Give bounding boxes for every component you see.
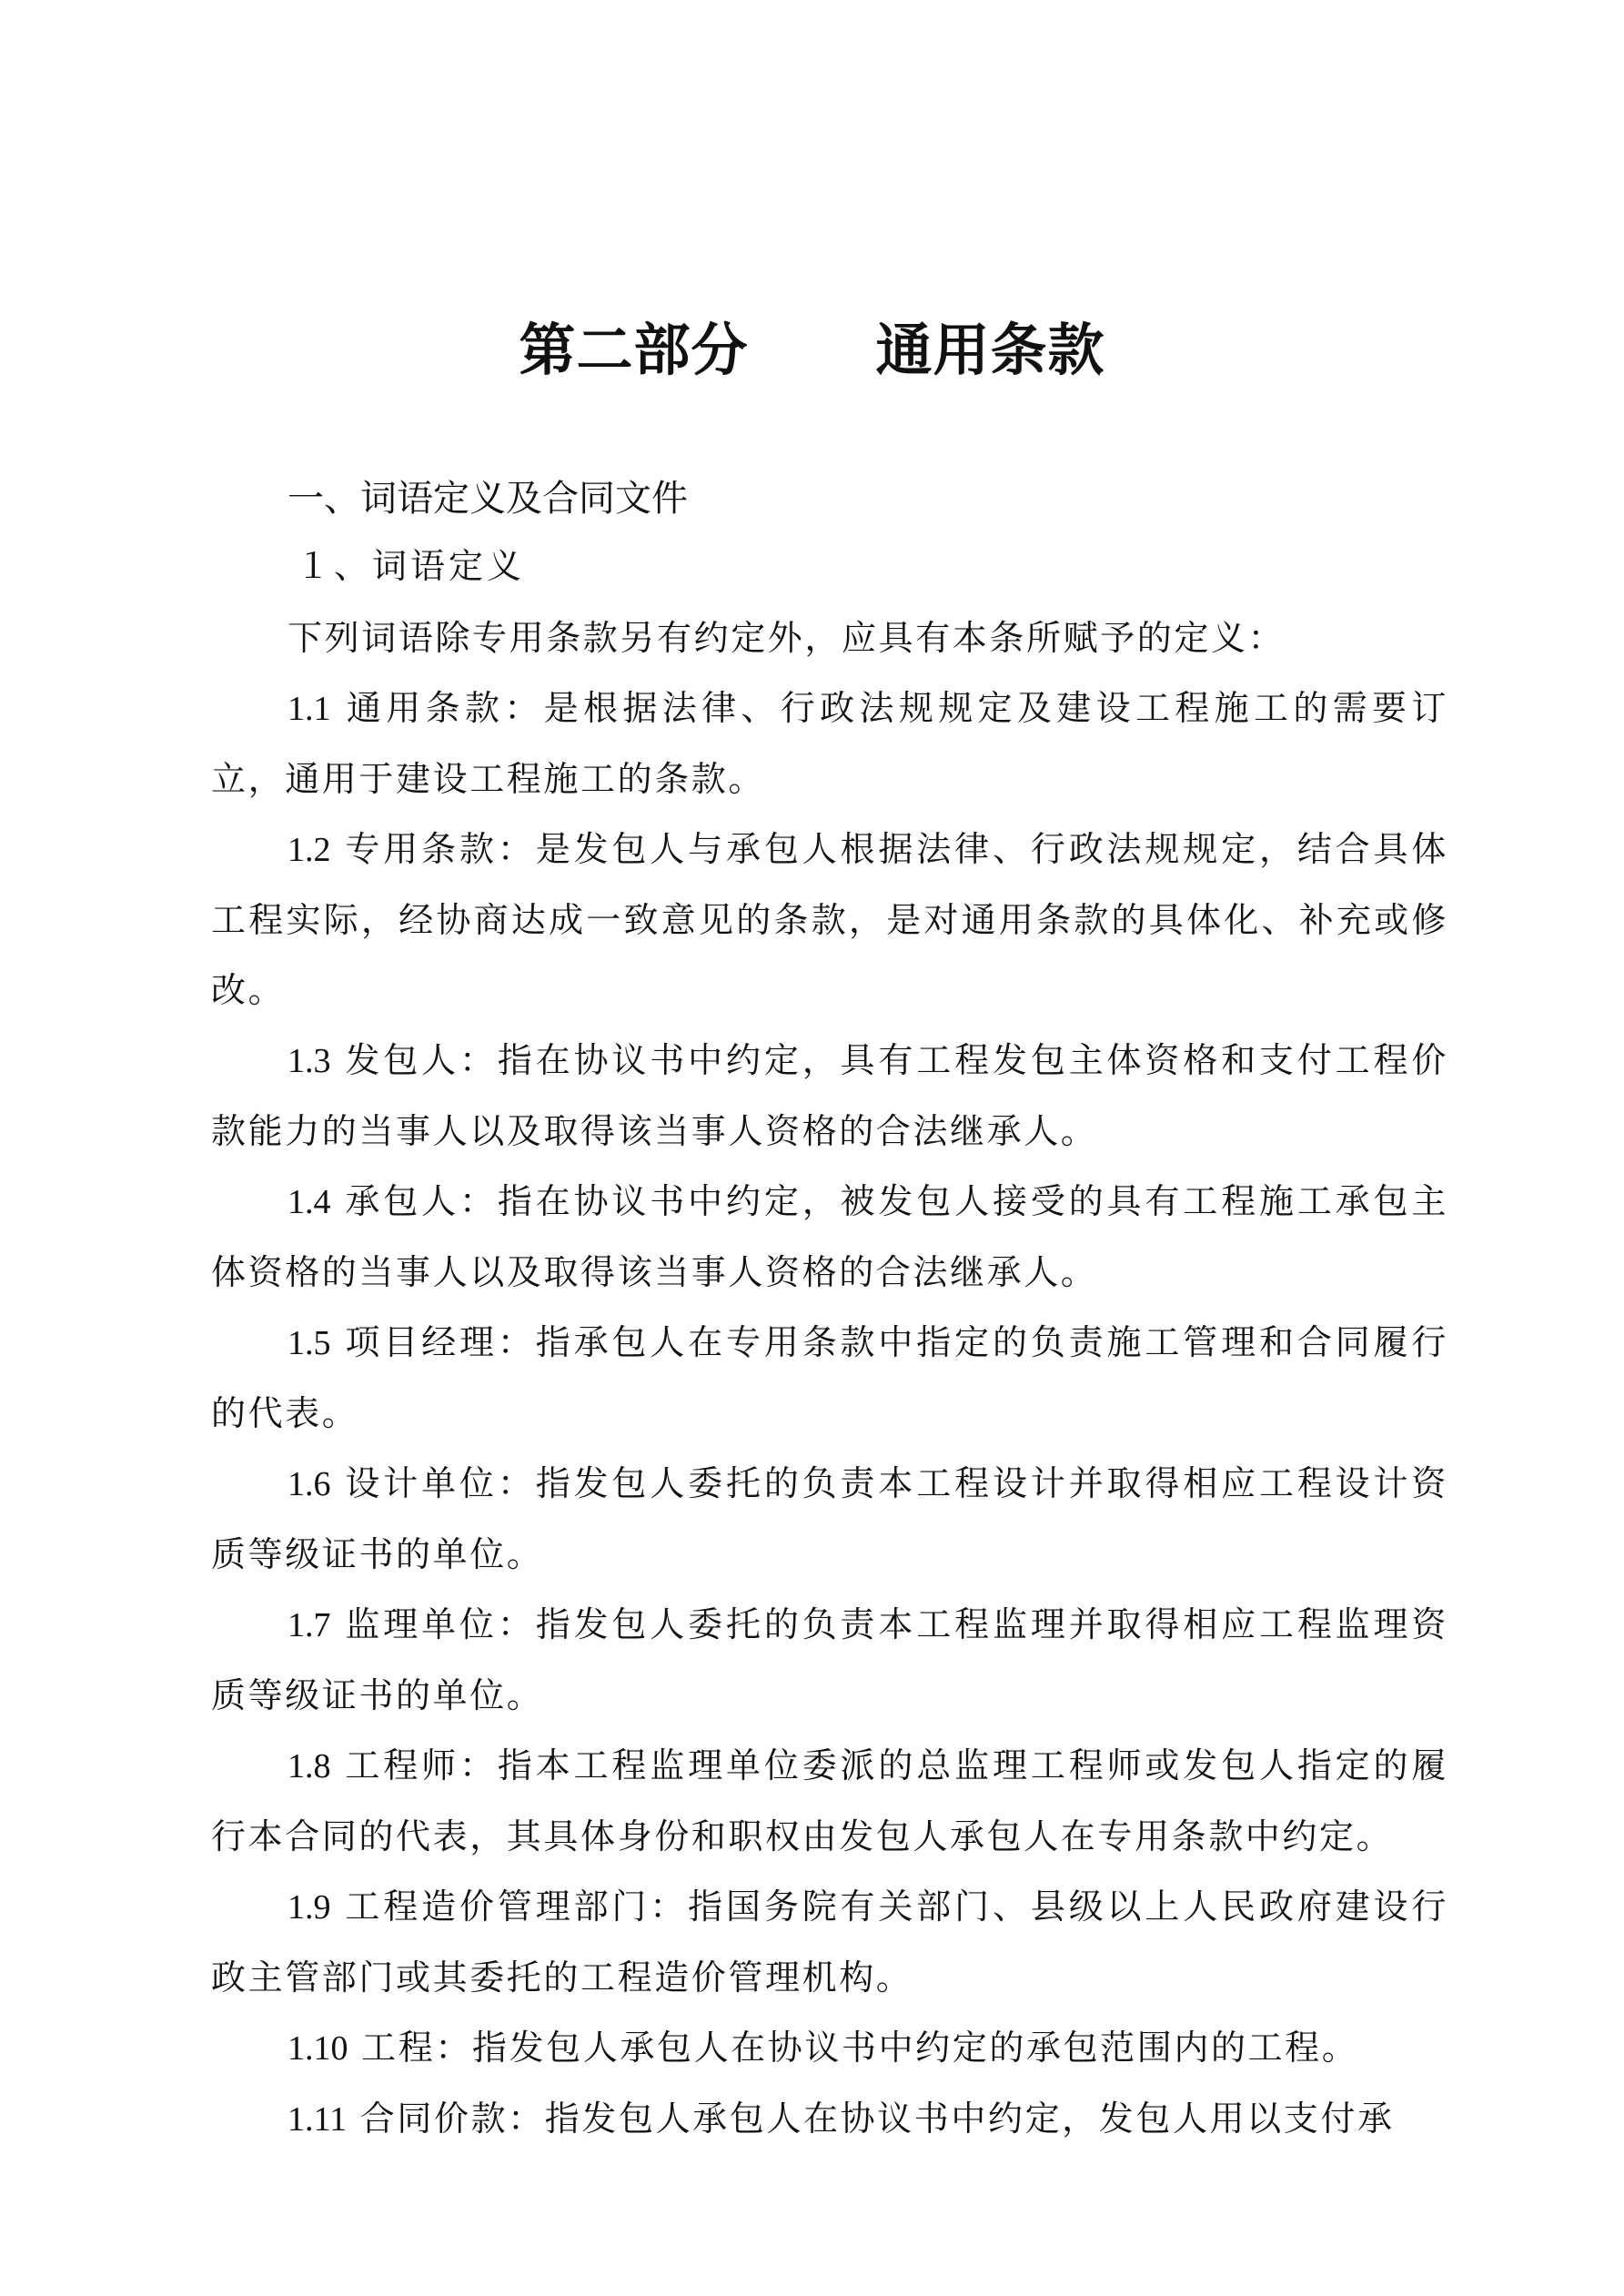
definition-text: 发包人：指在协议书中约定，具有工程发包主体资格和支付工程价款能力的当事人以及取得该当事人资格的合法继承人。 <box>211 1040 1448 1151</box>
definition-paragraph <box>211 1308 1448 1449</box>
definition-number: 1.6 <box>287 1465 331 1503</box>
definition-text: 项目经理：指承包人在专用条款中指定的负责施工管理和合同履行的代表。 <box>211 1322 1448 1433</box>
definition-text: 通用条款：是根据法律、行政法规规定及建设工程施工的需要订立，通用于建设工程施工的条款。 <box>211 688 1448 799</box>
definition-text: 设计单位：指发包人委托的负责本工程设计并取得相应工程设计资质等级证书的单位。 <box>211 1463 1448 1574</box>
definition-number: 1.11 <box>287 2100 348 2139</box>
definition-paragraph <box>211 1872 1448 2013</box>
definition-paragraph <box>211 2013 1448 2084</box>
definition-paragraph <box>211 1449 1448 1590</box>
definition-number: 1.2 <box>287 831 331 869</box>
definition-text: 监理单位：指发包人委托的负责本工程监理并取得相应工程监理资质等级证书的单位。 <box>211 1604 1448 1715</box>
definition-number: 1.9 <box>287 1888 331 1927</box>
definition-text: 工程师：指本工程监理单位委派的总监理工程师或发包人指定的履行本合同的代表，其具体身份和职权由发包人承包人在专用条款中约定。 <box>211 1745 1448 1856</box>
definition-paragraph <box>211 814 1448 1026</box>
body-text <box>211 603 1448 2155</box>
definition-number: 1.4 <box>287 1183 331 1221</box>
definition-number: 1.10 <box>287 2029 348 2068</box>
section-heading: 一、词语定义及合同文件 <box>287 478 688 520</box>
definition-paragraph <box>211 1731 1448 1872</box>
title-name: 通用条款 <box>875 317 1105 383</box>
definition-paragraph <box>211 673 1448 814</box>
subsection-heading: １、词语定义 <box>296 546 526 586</box>
intro-paragraph: 下列词语除专用条款另有约定外，应具有本条所赋予的定义： <box>287 618 1286 658</box>
definition-number: 1.1 <box>287 690 331 728</box>
definition-paragraph <box>211 1590 1448 1731</box>
page-title <box>0 309 1624 391</box>
definition-number: 1.5 <box>287 1324 331 1362</box>
definition-number: 1.8 <box>287 1747 331 1785</box>
definition-text: 工程造价管理部门：指国务院有关部门、县级以上人民政府建设行政主管部门或其委托的工程造价管理机构。 <box>211 1886 1448 1998</box>
definition-paragraph <box>211 1026 1448 1167</box>
definition-number: 1.7 <box>287 1606 331 1644</box>
definition-text: 承包人：指在协议书中约定，被发包人接受的具有工程施工承包主体资格的当事人以及取得该当事人资格的合法继承人。 <box>211 1181 1448 1292</box>
title-part: 第二部分 <box>519 317 749 383</box>
definition-number: 1.3 <box>287 1042 331 1080</box>
definition-paragraph <box>211 1167 1448 1308</box>
definition-text: 专用条款：是发包人与承包人根据法律、行政法规规定，结合具体工程实际，经协商达成一致意见的条款，是对通用条款的具体化、补充或修改。 <box>211 829 1448 1010</box>
definition-text: 工程：指发包人承包人在协议书中约定的承包范围内的工程。 <box>348 2028 1359 2068</box>
definition-paragraph <box>211 2084 1448 2155</box>
definition-text: 合同价款：指发包人承包人在协议书中约定，发包人用以支付承 <box>347 2099 1395 2139</box>
